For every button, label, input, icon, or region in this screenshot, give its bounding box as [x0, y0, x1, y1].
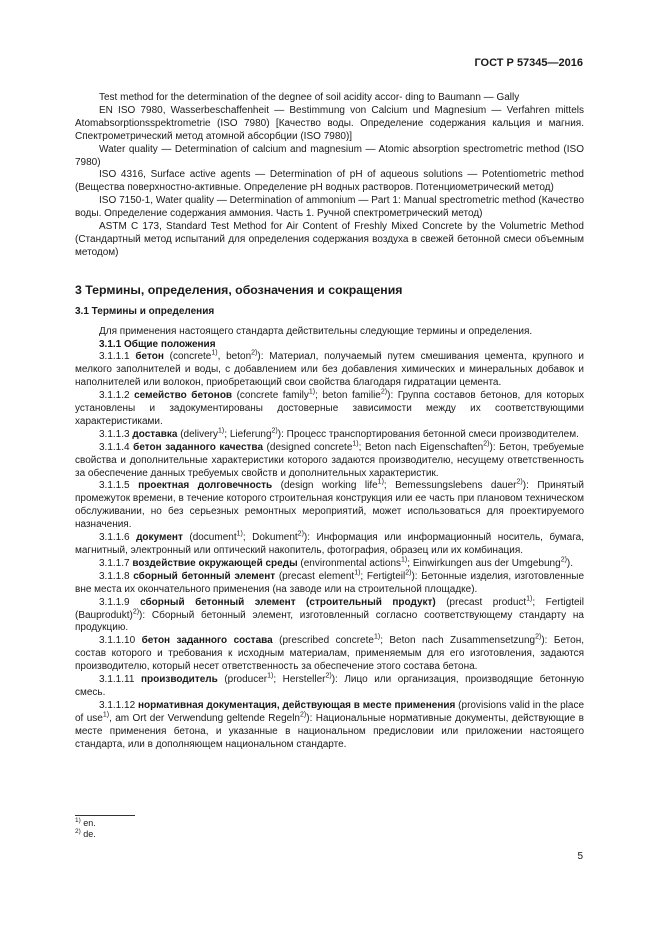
footnote-ref: 2)	[516, 479, 523, 487]
term-english: concrete family	[239, 390, 309, 402]
term-german: beton	[226, 351, 252, 363]
term-german: Bemessungslebens dauer	[395, 480, 517, 492]
term-name: воздействие окружающей среды	[132, 557, 298, 569]
term-english: provisions valid in the place of use	[75, 699, 585, 724]
term-definition: Лицо или организация, производящие бетонную смесь.	[75, 674, 584, 698]
term-english: delivery	[183, 428, 219, 440]
term-german: Beton nach Zusammensetzung	[389, 635, 536, 647]
term-separator: ;	[224, 428, 230, 440]
term-name: бетон заданного состава	[141, 635, 273, 647]
term-name: семейство бетонов	[134, 390, 233, 402]
footnote-ref: 1)	[401, 556, 408, 564]
term-definition: Бетонные изделия, изготовленные вне места их окончательного применения (на заводе или на строительной площадке).	[75, 570, 585, 595]
term-definition: Бетон, требуемые свойства и дополнительные характеристики которого задаются производителю, несущему ответственность за обеспечение данных требуемых свойств и дополнительных характеристик.	[75, 441, 584, 479]
footnote-ref: 2)	[405, 569, 412, 577]
term-english: environmental actions	[303, 557, 402, 569]
footnote-ref: 1)	[373, 634, 381, 642]
footnote-ref: 2)	[251, 350, 258, 358]
term-german: Dokument	[252, 532, 298, 544]
footnote-ref: 2)	[299, 711, 307, 719]
term-separator: ;	[532, 596, 546, 608]
term-english: prescribed concrete	[282, 635, 374, 647]
footnote-ref: 1)	[211, 350, 218, 358]
term-name: доставка	[132, 428, 178, 440]
subsubsection-title: 3.1.1 Общие положения	[99, 338, 216, 350]
term-name: нормативная документация, действующая в месте применения	[138, 699, 456, 711]
term-entry: 3.1.1.8 сборный бетонный элемент (precast element$^{1)}$; Fertigteil$^{2)}$): Бетонные изделия, изготовленные вне места их окончательного применения (на заводе или на строительной площадке).	[75, 569, 585, 595]
term-english: precast element	[282, 570, 355, 582]
term-entry: 3.1.1.7 воздействие окружающей среды (environmental actions$^{1)}$; Einwirkungen aus der Umgebung$^{2)}$).	[99, 556, 574, 569]
footnote-ref: 1)	[354, 569, 361, 577]
footnote-ref: 2)	[297, 530, 304, 538]
term-name: сборный бетонный элемент	[133, 570, 276, 582]
terms-list	[75, 351, 584, 751]
footnote-mark: 1)	[75, 817, 81, 824]
term-number: 3.1.1.3	[99, 428, 130, 440]
footnote-ref: 1)	[352, 440, 359, 448]
footnote-ref: 1)	[526, 595, 533, 603]
footnote	[75, 829, 96, 840]
term-separator: ;	[273, 674, 283, 686]
reference-item: ISO 7150-1, Water quality — Determination of ammonium — Part 1: Manual spectrometric method (Качество воды. Определение содержания аммония. Часть 1. Ручной спектрометрический метод)	[75, 195, 584, 220]
term-entry: 3.1.1.5 проектная долговечность (design working life$^{1)}$; Bemessungslebens dauer$^{2)}$): Принятый промежуток времени, в течение которого строительная конструкция или ее часть при плановом техническом обслуживании, но без серьезных ремонтных мероприятий, может использоваться для проектируемого назначения.	[75, 479, 584, 531]
term-number: 3.1.1.6	[99, 532, 130, 544]
term-name: документ	[136, 532, 183, 544]
main-content	[75, 92, 584, 752]
footnote-ref: 1)	[377, 479, 384, 487]
reference-item: EN ISO 7980, Wasserbeschaffenheit — Bestimmung von Calcium und Magnesium — Verfahren mittels Atomabsorptionsspektrometrie (ISO 7980) [Качество воды. Определение содержания кальция и магния. Спектрометрический метод атомной абсорбции (ISO 7980)]	[75, 104, 584, 142]
term-separator: ;	[383, 480, 396, 492]
footnote-ref: 1)	[102, 711, 110, 719]
term-separator: ,	[217, 351, 227, 363]
term-name: бетон	[135, 351, 164, 363]
term-number: 3.1.1.12	[99, 699, 136, 711]
footnote-ref: 1)	[267, 672, 274, 680]
footnote-ref: 1)	[236, 530, 243, 538]
term-english: design working life	[284, 480, 378, 492]
term-entry: 3.1.1.1 бетон (concrete$^{1)}$, beton$^{2)}$): Материал, получаемый путем смешивания цемента, крупного и мелкого заполнителей и воды, с добавлением или без добавления химических и минеральных добавок и наполнителей или волокон, приобретающий свои свойства благодаря гидратации цемента.	[75, 350, 585, 389]
term-entry: 3.1.1.6 документ (document$^{1)}$; Dokument$^{2)}$): Информация или информационный носитель, бумага, магнитный, электронный или оптический накопитель, фотография, образец или их комбинация.	[75, 530, 584, 556]
term-english: producer	[227, 674, 268, 686]
term-entry: 3.1.1.4 бетон заданного качества (designed concrete$^{1)}$; Beton nach Eigenschaften$^{2)}$): Бетон, требуемые свойства и дополнительные характеристики которого задаются производителю, несущему ответственность за обеспечение данных требуемых свойств и дополнительных характеристик.	[75, 440, 584, 479]
footnote-text: de.	[83, 829, 96, 839]
term-separator: ;	[407, 557, 413, 569]
term-entry: 3.1.1.11 производитель (producer$^{1)}$; Hersteller$^{2)}$): Лицо или организация, производящие бетонную смесь.	[75, 672, 584, 698]
footnote-text: en.	[83, 818, 96, 828]
term-english: designed concrete	[269, 441, 353, 453]
standard-code: ГОСТ Р 57345—2016	[474, 57, 583, 69]
term-entry: 3.1.1.3 доставка (delivery$^{1)}$; Lieferung$^{2)}$): Процесс транспортирования бетонной смеси производителем.	[99, 427, 579, 440]
term-number: 3.1.1.5	[99, 480, 130, 492]
term-definition: Группа составов бетонов, для которых установлены и задокументированы достоверные зависимости между их соответствующими характеристиками.	[75, 390, 585, 427]
term-number: 3.1.1.4	[99, 441, 130, 453]
term-separator: ;	[315, 390, 323, 402]
term-number: 3.1.1.7	[99, 557, 130, 569]
page-number: 5	[577, 851, 583, 862]
footnote-ref: 2)	[380, 388, 388, 396]
term-entry: 3.1.1.9 сборный бетонный элемент (строительный продукт) (precast product$^{1)}$; Fertigteil (Bauprodukt)$^{2)}$): Сборный бетонный элемент, изготовленный согласно соответствующему стандарту на продукцию.	[75, 595, 584, 634]
footnote-ref: 2)	[325, 672, 332, 680]
footnote-ref: 2)	[132, 608, 140, 616]
term-number: 3.1.1.1	[99, 351, 130, 363]
footnote-ref: 2)	[560, 556, 567, 564]
term-german: Beton nach Eigenschaften	[364, 441, 484, 453]
reference-item: Test method for the determination of the degnee of soil acidity accor- ding to Baumann — Gally	[99, 92, 520, 103]
references-list	[75, 92, 584, 260]
term-separator: ;	[242, 532, 253, 544]
term-separator: ;	[380, 635, 390, 647]
reference-item: ASTM C 173, Standard Test Method for Air Content of Freshly Mixed Concrete by the Volumetric Method (Стандартный метод испытаний для определения содержания воздуха в свежей бетонной смеси объемным методом)	[75, 221, 584, 258]
footnote-ref: 2)	[535, 634, 542, 642]
reference-item: Water quality — Determination of calcium and magnesium — Atomic absorption spectrometric method (ISO 7980)	[75, 143, 584, 168]
subsection-title: 3.1 Термины и определения	[75, 305, 215, 317]
term-german: Einwirkungen aus der Umgebung	[412, 557, 561, 569]
footnote-mark: 2)	[75, 828, 81, 835]
term-name: производитель	[140, 674, 218, 686]
term-german: am Ort der Verwendung geltende Regeln	[115, 712, 300, 724]
term-german: beton familie	[322, 390, 381, 402]
term-definition: Бетон, состав которого и требования к исходным материалам, применяемым для его изготовления, задаются производителю, который несет ответственность за обеспечение этого состава бетона.	[75, 635, 584, 673]
term-definition: Материал, получаемый путем смешивания цемента, крупного и мелкого заполнителей и воды, с добавлением или без добавления химических и минеральных добавок и наполнителей или волокон, приобретающий свои свойства благодаря гидратации цемента.	[75, 351, 585, 389]
term-number: 3.1.1.8	[99, 570, 130, 582]
term-german: Hersteller	[282, 674, 326, 686]
term-definition: Национальные нормативные документы, действующие в месте применения бетона, и указанные в национальном предисловии или приложении настоящего стандарта, или в дополняющем национальном стандарте.	[75, 712, 584, 750]
footnote-ref: 2)	[483, 440, 490, 448]
term-entry: 3.1.1.2 семейство бетонов (concrete family$^{1)}$; beton familie$^{2)}$): Группа составов бетонов, для которых установлены и задокументированы достоверные зависимости между их соответствующими характеристиками.	[75, 388, 585, 427]
term-definition: Сборный бетонный элемент, изготовленный согласно соответствующему стандарту на продукцию.	[75, 609, 584, 634]
term-separator: ;	[358, 441, 365, 453]
footnote-ref: 1)	[308, 388, 316, 396]
term-definition: Информация или информационный носитель, бумага, магнитный, электронный или оптический накопитель, фотография, образец или их комбинация.	[75, 532, 584, 556]
term-definition: Процесс транспортирования бетонной смеси производителем.	[286, 428, 579, 440]
term-english: concrete	[172, 351, 212, 363]
term-separator: ;	[360, 570, 367, 582]
footnote-ref: 2)	[271, 427, 278, 435]
term-german: Fertigteil (Bauprodukt)	[75, 596, 584, 621]
term-english: document	[192, 532, 237, 544]
term-number: 3.1.1.10	[99, 635, 136, 647]
term-name: бетон заданного качества	[133, 441, 263, 453]
term-name: проектная долговечность	[138, 480, 273, 492]
reference-item: ISO 4316, Surface active agents — Determination of pH of aqueous solutions — Potentiometric method (Вещества поверхностно-активные. Определение pH водных растворов. Потенциометрический метод)	[75, 169, 584, 194]
term-name: сборный бетонный элемент (строительный продукт)	[140, 596, 436, 608]
term-number: 3.1.1.2	[99, 390, 130, 402]
term-number: 3.1.1.11	[99, 674, 135, 686]
term-german: Lieferung	[229, 428, 272, 440]
term-number: 3.1.1.9	[99, 596, 130, 608]
footnote-ref: 1)	[218, 427, 225, 435]
term-english: precast product	[449, 596, 527, 608]
term-entry: 3.1.1.12 нормативная документация, действующая в месте применения (provisions valid in the place of use$^{1)}$, am Ort der Verwendung geltende Regeln$^{2)}$): Национальные нормативные документы, действующие в месте применения бетона, и указанные в национальном предисловии или приложении настоящего стандарта, или в дополняющем национальном стандарте.	[75, 699, 585, 750]
footnote-divider	[75, 815, 135, 816]
intro-paragraph: Для применения настоящего стандарта действительны следующие термины и определения.	[99, 325, 533, 337]
term-separator: ,	[109, 712, 116, 724]
section-title: 3 Термины, определения, обозначения и сокращения	[75, 282, 403, 297]
term-definition: Принятый промежуток времени, в течение которого строительная конструкция или ее часть при плановом техническом обслуживании, но без серьезных ремонтных мероприятий, может использоваться для проектируемого назначения.	[75, 480, 584, 531]
term-german: Fertigteil	[366, 570, 406, 582]
term-entry: 3.1.1.10 бетон заданного состава (prescribed concrete$^{1)}$; Beton nach Zusammensetzung$^{2)}$): Бетон, состав которого и требования к исходным материалам, применяемым для его изготовления, задаются производителю, который несет ответственность за обеспечение этого состава бетона.	[75, 634, 584, 673]
